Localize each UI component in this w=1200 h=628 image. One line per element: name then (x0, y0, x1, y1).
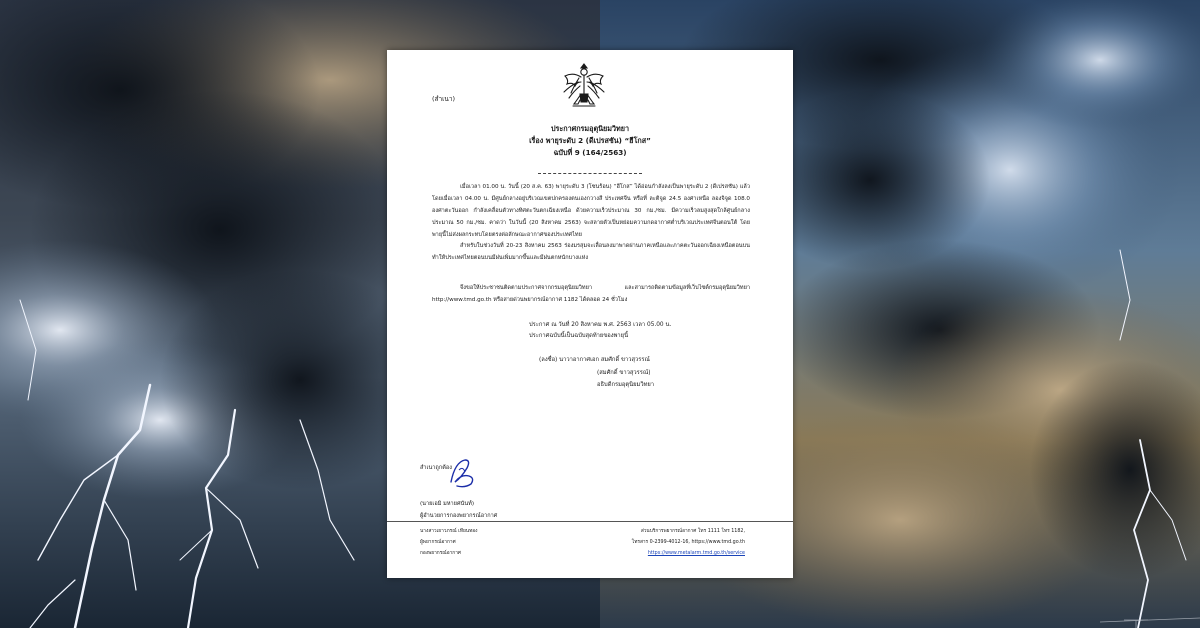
paragraph-3-text: จึงขอให้ประชาชนติดตามประกาศจากกรมอุตุนิยมวิทยา และสามารถติดตามข้อมูลที่เว็บไซต์กรมอุตุนิยมวิทยา http://www.tmd.go.th หรือสายด่วนพยากรณ์อากาศ 1182 ได้ตลอด 24 ชั่วโมง (432, 285, 750, 303)
footer-forecaster-division: กองพยากรณ์อากาศ (420, 551, 461, 556)
certifier-position: ผู้อำนวยการกองพยากรณ์อากาศ (420, 513, 498, 519)
issued-date-block (529, 320, 671, 342)
footer-divider (387, 521, 793, 522)
certified-label: สำเนาถูกต้อง (420, 465, 452, 471)
paragraph-monsoon-outlook (432, 240, 750, 264)
announcement-title (387, 123, 793, 159)
signatory-position: อธิบดีกรมอุตุนิยมวิทยา (597, 382, 655, 388)
footer-contact-phone: ส่วนบริการพยากรณ์อากาศ โทร 1111 โทร 1182, (640, 529, 745, 534)
footer-contact (632, 526, 745, 559)
title-line-issue-number: ฉบับที่ 9 (164/2563) (553, 147, 627, 157)
paragraph-follow-updates (432, 282, 750, 306)
copy-label: (สำเนา) (432, 95, 456, 103)
signed-line: (ลงชื่อ) นาวาอากาศเอก สมศักดิ์ ขาวสุวรรณ์ (539, 357, 650, 363)
final-note: ประกาศฉบับนี้เป็นฉบับสุดท้ายของพายุนี้ (529, 333, 629, 339)
garuda-emblem-icon (559, 58, 609, 112)
title-divider (538, 173, 642, 174)
title-line-agency: ประกาศกรมอุตุนิยมวิทยา (550, 124, 630, 133)
certified-copy-block (420, 462, 497, 522)
footer-forecaster-role: ผู้พยากรณ์อากาศ (420, 540, 456, 545)
certifier-name: (นายเอมิ มหายศนันท์) (420, 501, 475, 507)
title-line-subject: เรื่อง พายุระดับ 2 (ดีเปรสชัน) “ฮีโกส” (529, 135, 651, 145)
announcement-document (387, 50, 793, 578)
footer-service-link[interactable]: https://www.metalarm.tmd.go.th/service (647, 551, 745, 556)
paragraph-1-text: เมื่อเวลา 01.00 น. วันนี้ (20 ส.ค. 63) พายุระดับ 3 (โซนร้อน) “ฮีโกส” ได้อ่อนกำลังลงเป็นพายุระดับ 2 (ดีเปรสชัน) แล้ว โดยเมื่อเวลา 04.00 น. มีศูนย์กลางอยู่บริเวณเขตปกครองตนเองกวางสี ประเทศจีน หรือที่ ละติจูด 24.5 องศาเหนือ ลองจิจูด 108.0 องศาตะวันออก กำลังเคลื่อนตัวทางทิศตะวันตกเฉียงเหนือ ด้วยความเร็วประมาณ 30 กม./ชม. มีความเร็วลมสูงสุดใกล้ศูนย์กลางประมาณ 50 กม./ชม. คาดว่า ในวันนี้ (20 สิงหาคม 2563) จะสลายตัวเป็นหย่อมความกดอากาศต่ำบริเวณประเทศจีนตอนใต้ โดยพายุนี้ไม่ส่งผลกระทบโดยตรงต่อลักษณะอากาศของประเทศไทย (432, 184, 750, 238)
signatory-name: (สมศักดิ์ ขาวสุวรรณ์) (597, 369, 651, 376)
paragraph-storm-status (432, 181, 750, 241)
footer-forecaster-name: นางสาวเยาวภรณ์ เทียนทอง (420, 529, 478, 534)
issued-line: ประกาศ ณ วันที่ 20 สิงหาคม พ.ศ. 2563 เวลา 05.00 น. (529, 322, 672, 328)
footer-forecaster (420, 526, 477, 559)
footer-contact-fax: โทรสาร 0-2399-4012-16, https://www.tmd.go.th (631, 540, 745, 545)
paragraph-2-text: สำหรับในช่วงวันที่ 20-23 สิงหาคม 2563 ร่องมรสุมจะเลื่อนลงมาพาดผ่านภาคเหนือและภาคตะวันออกเฉียงเหนือตอนบน ทำให้ประเทศไทยตอนบนมีฝนเพิ่มมากขึ้นและมีฝนตกหนักบางแห่ง (432, 243, 750, 261)
director-signature-block (539, 354, 654, 392)
